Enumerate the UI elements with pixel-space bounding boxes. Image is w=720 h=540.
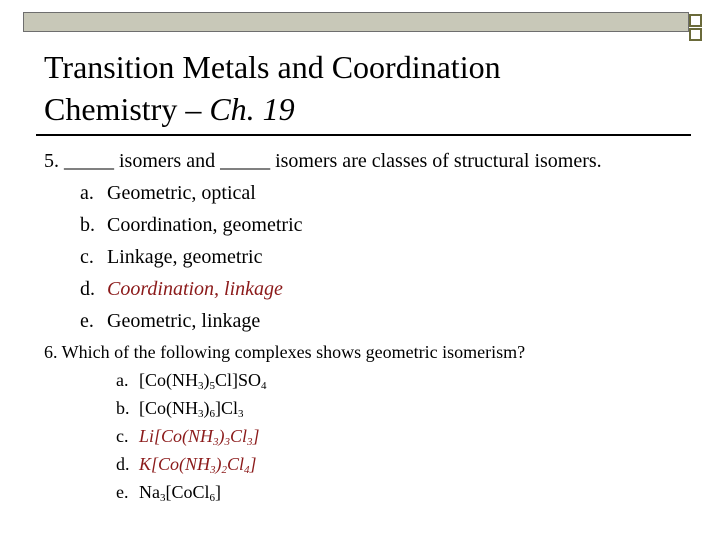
- option-text: Geometric, optical: [107, 182, 256, 204]
- formula: $[Co(NH_3)_5Cl]SO_4$: [139, 370, 267, 392]
- option-letter: d.: [80, 278, 95, 300]
- option-letter: c.: [116, 426, 129, 446]
- question-5: 5. _____ isomers and _____ isomers are classes of structural isomers.: [44, 150, 602, 172]
- option-text: Coordination, geometric: [107, 214, 303, 236]
- corner-square-top: [689, 14, 702, 27]
- q6-option-a: [116, 370, 267, 391]
- q5-option-d: [80, 278, 283, 301]
- q6-option-d: [116, 454, 257, 475]
- option-letter: a.: [80, 182, 94, 204]
- option-letter: e.: [80, 310, 94, 332]
- title-chapter: Ch. 19: [209, 91, 295, 127]
- q6-option-c: [116, 426, 260, 447]
- option-letter: b.: [80, 214, 95, 236]
- q6-option-b: [116, 398, 244, 419]
- option-letter: c.: [80, 246, 94, 268]
- header-bar: [23, 12, 689, 32]
- formula: $[Co(NH_3)_6]Cl_3$: [139, 398, 244, 420]
- corner-square-bottom: [689, 28, 702, 41]
- option-letter: d.: [116, 454, 130, 474]
- q5-option-a: [80, 182, 256, 205]
- formula-answer: $K[Co(NH_3)_2Cl_4]$: [139, 454, 257, 476]
- title-divider: [36, 134, 691, 136]
- option-text: Linkage, geometric: [107, 246, 263, 268]
- q5-option-e: [80, 310, 260, 333]
- title-line-2: Chemistry –: [44, 91, 210, 127]
- formula: $Na_3[CoCl_6]$: [139, 482, 222, 504]
- title-line-1: Transition Metals and Coordination: [44, 49, 501, 85]
- q5-option-b: [80, 214, 303, 237]
- question-6: 6. Which of the following complexes shows geometric isomerism?: [44, 342, 526, 362]
- option-text-answer: Coordination, linkage: [107, 278, 283, 300]
- option-letter: e.: [116, 482, 129, 502]
- q6-option-e: [116, 482, 221, 503]
- option-letter: a.: [116, 370, 129, 390]
- option-letter: b.: [116, 398, 130, 418]
- option-text: Geometric, linkage: [107, 310, 261, 332]
- slide-title: [44, 46, 501, 130]
- formula-answer: $Li[Co(NH_3)_3Cl_3]$: [139, 426, 260, 448]
- q5-option-c: [80, 246, 263, 269]
